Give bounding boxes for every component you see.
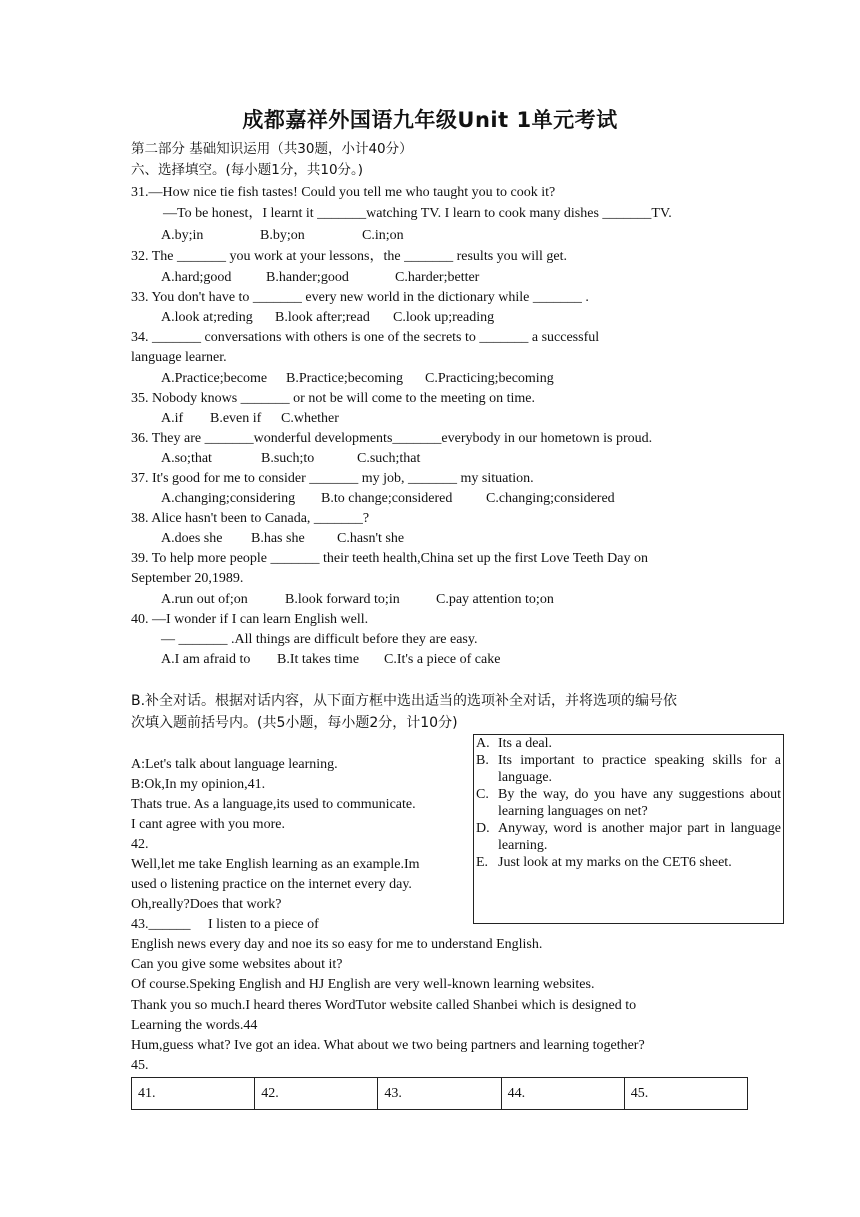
option-b: B.to change;considered [321, 491, 453, 506]
question-31-options [161, 226, 404, 246]
option-b: B.It takes time [277, 652, 360, 667]
option-b: B.even if [210, 411, 262, 426]
question-40-options [161, 650, 500, 670]
option-c: C.such;that [357, 451, 421, 466]
dialogue-line: Well,let me take English learning as an example.Im [131, 857, 420, 872]
option-a: A.I am afraid to [161, 652, 251, 667]
option-a: A.run out of;on [161, 592, 248, 607]
choices-box [473, 734, 784, 924]
option-b: B.Practice;becoming [286, 371, 404, 386]
question-35: 35. Nobody knows _______ or not be will come to the meeting on time. [131, 391, 536, 406]
question-38: 38. Alice hasn't been to Canada, _______? [131, 511, 370, 526]
dialogue-line: A:Let's talk about language learning. [131, 757, 338, 772]
option-b: B.look after;read [275, 310, 370, 325]
dialogue-line: I cant agree with you more. [131, 817, 285, 832]
dialogue-line: Thank you so much.I heard theres WordTutor website called Shanbei which is designed to [131, 998, 637, 1013]
option-c: C.in;on [362, 228, 404, 243]
dialogue-line: Of course.Speking English and HJ English are very well-known learning websites. [131, 977, 595, 992]
option-a: A.look at;reding [161, 310, 253, 325]
question-39: 39. To help more people _______ their teeth health,China set up the first Love Teeth Day on [131, 551, 648, 566]
option-c: C.pay attention to;on [436, 592, 554, 607]
option-c: C.changing;considered [486, 491, 615, 506]
question-31: 31.—How nice tie fish tastes! Could you tell me who taught you to cook it? [131, 185, 556, 200]
question-35-options [161, 409, 339, 429]
dialogue-line: 42. [131, 837, 149, 852]
answer-cell-41[interactable]: 41. [132, 1078, 255, 1110]
option-c: C.harder;better [395, 270, 480, 285]
question-39-options [161, 590, 554, 610]
page-title: 成都嘉祥外国语九年级Unit 1单元考试 [242, 108, 618, 132]
question-38-options [161, 529, 404, 549]
answer-cell-44[interactable]: 44. [501, 1078, 624, 1110]
option-c: C.hasn't she [337, 531, 405, 546]
answer-cell-45[interactable]: 45. [624, 1078, 747, 1110]
question-32-options [161, 268, 479, 288]
option-c: C.whether [281, 411, 339, 426]
section-b-heading: B.补全对话。根据对话内容，从下面方框中选出适当的选项补全对话，并将选项的编号依 [131, 693, 678, 709]
option-a: A.so;that [161, 451, 212, 466]
answer-row [132, 1078, 748, 1110]
question-32: 32. The _______ you work at your lessons，the _______ results you will get. [131, 249, 568, 264]
option-a: A.hard;good [161, 270, 232, 285]
dialogue-line: Hum,guess what? Ive got an idea. What about we two being partners and learning together? [131, 1038, 645, 1053]
part-heading: 第二部分 基础知识运用（共30题，小计40分） [131, 141, 413, 157]
option-a: A.by;in [161, 228, 204, 243]
dialogue-line: B:Ok,In my opinion,41. [131, 777, 266, 792]
section-b-heading-cont: 次填入题前括号内。(共5小题，每小题2分，计10分) [131, 715, 458, 731]
question-40-reply: — _______ .All things are difficult before they are easy. [161, 632, 478, 647]
dialogue-line: 45. [131, 1058, 149, 1073]
question-34-cont: language learner. [131, 350, 227, 365]
question-37: 37. It's good for me to consider _______ my job, _______ my situation. [131, 471, 534, 486]
option-b: B.look forward to;in [285, 592, 400, 607]
choice-e: E. Just look at my marks on the CET6 sheet. [476, 855, 732, 870]
dialogue-line: Oh,really?Does that work? [131, 897, 282, 912]
option-b: B.such;to [261, 451, 315, 466]
dialogue-line: Thats true. As a language,its used to communicate. [131, 797, 416, 812]
dialogue-line: Learning the words.44 [131, 1018, 258, 1033]
question-37-options [161, 489, 615, 509]
question-31-reply: —To be honest，I learnt it _______watching TV. I learn to cook many dishes _______TV. [163, 206, 672, 221]
question-39-cont: September 20,1989. [131, 571, 244, 586]
question-36-options [161, 449, 420, 469]
question-34-options [161, 369, 554, 389]
option-b: B.by;on [260, 228, 305, 243]
option-a: A.Practice;become [161, 371, 268, 386]
choice-c: C. By the way, do you have any suggestions about learning languages on net? [476, 787, 781, 819]
dialogue-line: English news every day and noe its so easy for me to understand English. [131, 937, 543, 952]
question-33: 33. You don't have to _______ every new world in the dictionary while _______ . [131, 290, 589, 305]
question-34: 34. _______ conversations with others is one of the secrets to _______ a successful [131, 330, 600, 345]
answer-cell-43[interactable]: 43. [378, 1078, 501, 1110]
dialogue-line: Can you give some websites about it? [131, 957, 343, 972]
option-b: B.has she [251, 531, 305, 546]
dialogue-line: used o listening practice on the internet every day. [131, 877, 412, 892]
option-a: A.if [161, 411, 184, 426]
question-40: 40. —I wonder if I can learn English well. [131, 612, 369, 627]
choice-b: B. Its important to practice speaking skills for a language. [476, 753, 781, 785]
question-33-options [161, 308, 494, 328]
dialogue-line: 43.______ I listen to a piece of [131, 917, 319, 932]
question-36: 36. They are _______wonderful developments_______everybody in our hometown is proud. [131, 431, 653, 446]
choice-a: A. Its a deal. [476, 736, 553, 751]
option-c: C.Practicing;becoming [425, 371, 554, 386]
choice-d: D. Anyway, word is another major part in language learning. [476, 821, 781, 853]
option-c: C.It's a piece of cake [384, 652, 501, 667]
option-a: A.does she [161, 531, 223, 546]
option-b: B.hander;good [266, 270, 349, 285]
answer-table [131, 1077, 748, 1110]
option-c: C.look up;reading [393, 310, 495, 325]
section-a-heading: 六、选择填空。(每小题1分，共10分。) [131, 162, 364, 178]
answer-cell-42[interactable]: 42. [255, 1078, 378, 1110]
option-a: A.changing;considering [161, 491, 296, 506]
